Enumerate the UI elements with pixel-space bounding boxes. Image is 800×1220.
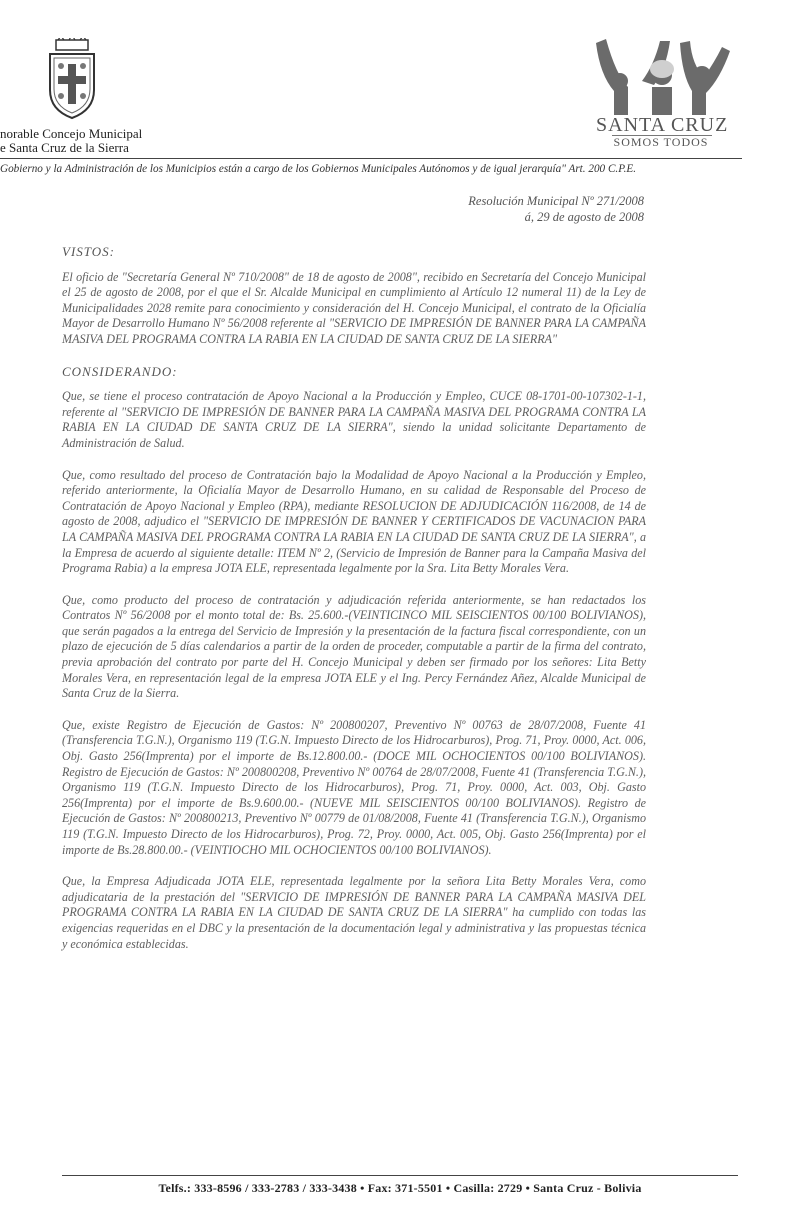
considerando-paragraph-5: Que, la Empresa Adjudicada JOTA ELE, representada legalmente por la señora Lita Betty Morales Vera, como adjudicataria de la prestación del "SERVICIO DE IMPRESIÓN DE BANNER PARA LA CAMPAÑA MASIVA DEL PROGRAMA CONTRA LA RABIA EN LA CIUDAD DE SANTA CRUZ DE LA SIERRA" ha cumplido con todas las exigencias requeridas en el DBC y la presentación de la documentación legal y administrativa y las propuestas técnica y económica establecidas. bbox=[62, 874, 646, 951]
council-name-line2: e Santa Cruz de la Sierra bbox=[0, 140, 129, 155]
considerando-heading: CONSIDERANDO: bbox=[62, 363, 178, 379]
footer-contact: Telfs.: 333-8596 / 333-2783 / 333-3438 • Fax: 371-5501 • Casilla: 2729 • Santa Cruz - Bolivia bbox=[158, 1181, 642, 1195]
considerando-paragraph-1: Que, se tiene el proceso contratación de Apoyo Nacional a la Producción y Empleo, CUCE 08-1701-00-107302-1-1, referente al "SERVICIO DE IMPRESIÓN DE BANNER PARA LA CAMPAÑA MASIVA DEL PROGRAMA CONTRA LA RABIA EN LA CIUDAD DE SANTA CRUZ DE LA SIERRA", siendo la unidad solicitante Departamento de Administración de Salud. bbox=[62, 389, 646, 450]
council-name bbox=[0, 127, 142, 155]
considerando-paragraph-2: Que, como resultado del proceso de Contratación bajo la Modalidad de Apoyo Nacional a la Producción y Empleo, referido anteriormente, la Oficialía Mayor de Desarrollo Humano, en su calidad de Responsable del Proceso de Contratación de Apoyo Nacional y Empleo (RPA), mediante RESOLUCION DE ADJUDICACIÓN 116/2008, de 14 de agosto de 2008, adjudico el "SERVICIO DE IMPRESIÓN DE BANNER Y CERTIFICADOS DE VACUNACION PARA LA CAMPAÑA MASIVA DEL PROGRAMA CONTRA LA RABIA EN LA CIUDAD DE SANTA CRUZ DE LA SIERRA", a la Empresa de acuerdo al siguiente detalle: ITEM Nº 2, (Servicio de Impresión de Banner para la Campaña Masiva del Programa Rabia) a la empresa JOTA ELE, representada legalmente por la Sra. Lita Betty Morales Vera. bbox=[62, 467, 646, 576]
brand-name: SANTA CRUZ bbox=[596, 114, 729, 136]
council-name-line1: norable Concejo Municipal bbox=[0, 126, 143, 141]
coat-of-arms-logo bbox=[44, 38, 100, 120]
santa-cruz-figures-logo bbox=[592, 35, 732, 115]
footer-divider bbox=[62, 1175, 738, 1176]
header-divider bbox=[0, 158, 742, 159]
vistos-heading: VISTOS: bbox=[62, 244, 115, 259]
considerando-paragraph-3: Que, como producto del proceso de contratación y adjudicación referida anteriormente, se han redactados los Contratos Nº 56/2008 por el monto total de: Bs. 25.600.-(VEINTICINCO MIL SEISCIENTOS 00/100 BOLIVIANOS), que serán pagados a la entrega del Servicio de Impresión y la presentación de la factura fiscal correspondiente, con un plazo de ejecución de 5 días calendarios a partir de la orden de proceder, computable a partir de la firma del contrato, previa aprobación del contrato por parte del H. Concejo Municipal y deben ser firmado por los señores: Lita Betty Morales Vera, en representación legal de la empresa JOTA ELE y el Ing. Percy Fernández Añez, Alcalde Municipal de Santa Cruz de la Sierra. bbox=[62, 592, 646, 701]
resolution-date: á, 29 de agosto de 2008 bbox=[524, 210, 644, 224]
brand-tagline: SOMOS TODOS bbox=[613, 135, 709, 149]
resolution-header bbox=[380, 193, 644, 225]
considerando-paragraph-4: Que, existe Registro de Ejecución de Gastos: Nº 200800207, Preventivo Nº 00763 de 28/07/2008, Fuente 41 (Transferencia T.G.N.), Organismo 119 (T.G.N. Impuesto Directo de los Hidrocarburos), Prog. 71, Proy. 0000, Act. 006, Obj. Gasto 256(Imprenta) por el importe de Bs.12.800.00.- (DOCE MIL OCHOCIENTOS 00/100 BOLIVIANOS). Registro de Ejecución de Gastos: Nº 200800208, Preventivo Nº 00764 de 28/07/2008, Fuente 41 (Transferencia T.G.N.), Organismo 119 (T.G.N. Impuesto Directo de los Hidrocarburos), Prog. 71, Proy. 0000, Act. 003, Obj. Gasto 256(Imprenta) por el importe de Bs.9.600.00.- (NUEVE MIL SEISCIENTOS 00/100 BOLIVIANOS). Registro de Ejecución de Gastos: Nº 200800213, Preventivo Nº 00779 de 01/08/2008, Fuente 41 (Transferencia T.G.N.), Organismo 119 (T.G.N. Impuesto Directo de los Hidrocarburos), Prog. 72, Proy. 0000, Act. 005, Obj. Gasto 256(Imprenta) por el importe de Bs.28.800.00.- (VEINTIOCHO MIL OCHOCIENTOS 00/100 BOLIVIANOS). bbox=[62, 717, 646, 857]
vistos-paragraph: El oficio de "Secretaría General Nº 710/2008" de 18 de agosto de 2008", recibido en Secretaría del Concejo Municipal el 25 de agosto de 2008, por el que el Sr. Alcalde Municipal en cumplimiento al Artículo 12 numeral 11) de la Ley de Municipalidades 2028 remite para conocimiento y consideración del H. Concejo Municipal, el contrato de la Oficialía Mayor de Desarrollo Humano Nº 56/2008 referente al "SERVICIO DE IMPRESIÓN DE BANNER PARA LA CAMPAÑA MASIVA DEL PROGRAMA CONTRA LA RABIA EN LA CIUDAD DE SANTA CRUZ DE LA SIERRA" bbox=[62, 269, 646, 346]
resolution-number: Resolución Municipal Nº 271/2008 bbox=[468, 194, 644, 208]
document-body bbox=[62, 244, 646, 968]
constitution-motto: Gobierno y la Administración de los Municipios están a cargo de los Gobiernos Municipales Autónomos y de igual jerarquía" Art. 200 C.P.E. bbox=[0, 163, 637, 175]
